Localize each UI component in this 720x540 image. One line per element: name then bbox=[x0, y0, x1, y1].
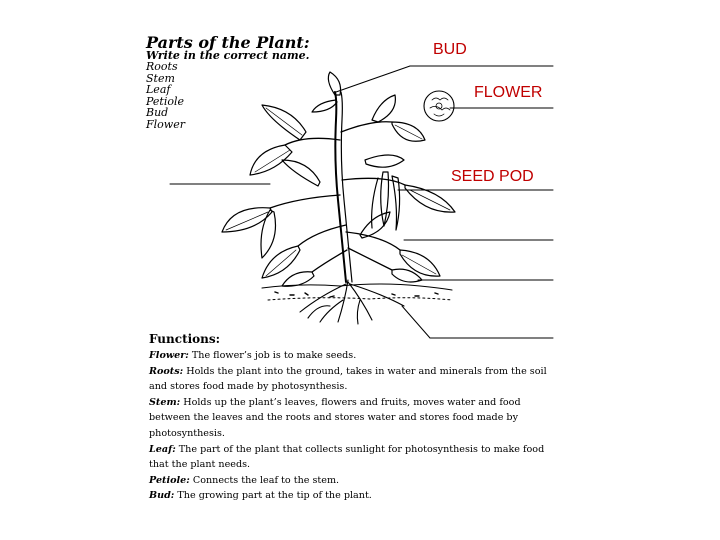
function-text: Holds up the plant’s leaves, flowers and fruits, moves water and food between the leaves and the roots and stores water and stores food made by photosynthesis. bbox=[149, 396, 521, 439]
function-item-bud bbox=[149, 488, 561, 504]
function-item-leaf bbox=[149, 442, 561, 473]
word-bank-item: Roots bbox=[146, 60, 178, 73]
answer-bud-label: BUD bbox=[433, 41, 467, 58]
function-term: Bud: bbox=[149, 490, 175, 502]
function-item-stem bbox=[149, 395, 561, 442]
roots bbox=[300, 280, 404, 324]
function-item-petiole bbox=[149, 473, 561, 489]
answer-seed-pod-label: SEED POD bbox=[451, 168, 534, 185]
label-leader-lines bbox=[170, 66, 553, 338]
word-bank-item: Leaf bbox=[146, 83, 171, 96]
word-bank-item: Bud bbox=[146, 106, 169, 119]
seed-pods bbox=[372, 172, 400, 230]
function-item-flower bbox=[149, 348, 561, 364]
function-text: Holds the plant into the ground, takes in water and minerals from the soil and stores food made by photosynthesis. bbox=[149, 365, 547, 393]
function-term: Leaf: bbox=[149, 443, 176, 455]
function-text: The growing part at the tip of the plant. bbox=[174, 490, 372, 502]
function-term: Roots: bbox=[149, 365, 184, 377]
word-bank-item: Petiole bbox=[146, 94, 185, 108]
function-item-roots bbox=[149, 364, 561, 395]
worksheet-instructions: Write in the correct name. bbox=[146, 49, 310, 62]
function-text: The flower’s job is to make seeds. bbox=[188, 350, 357, 361]
word-bank-item: Stem bbox=[146, 71, 175, 85]
flower-inset bbox=[424, 91, 454, 121]
leaves bbox=[222, 72, 455, 286]
functions-heading: Functions: bbox=[149, 332, 221, 346]
function-term: Stem: bbox=[149, 396, 181, 408]
function-text: The part of the plant that collects sunlight for photosynthesis to make food that the plant needs. bbox=[149, 443, 545, 471]
function-text: Connects the leaf to the stem. bbox=[189, 474, 340, 486]
worksheet-title: Parts of the Plant: bbox=[146, 33, 310, 52]
function-term: Flower: bbox=[149, 350, 189, 361]
functions-list bbox=[149, 348, 561, 504]
function-term: Petiole: bbox=[149, 474, 190, 486]
answer-flower-label: FLOWER bbox=[474, 84, 543, 101]
word-bank-item: Flower bbox=[146, 117, 185, 131]
